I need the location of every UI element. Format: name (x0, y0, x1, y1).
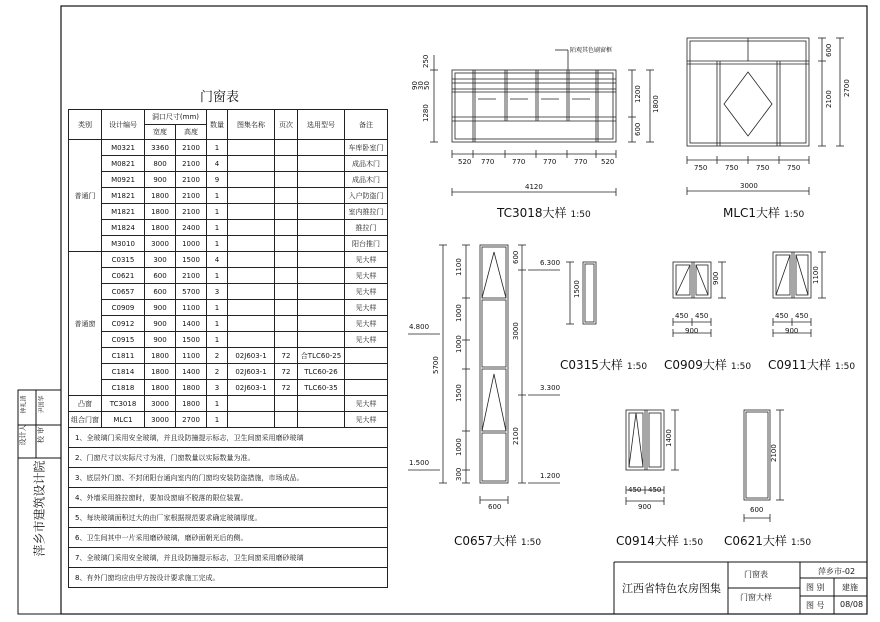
table-cell: 1100 (176, 300, 207, 316)
table-cell: 02J603-1 (228, 348, 275, 364)
table-cell: M1824 (102, 220, 145, 236)
col-height: 高度 (176, 125, 207, 140)
table-cell: M0921 (102, 172, 145, 188)
dimension-text: 900 (785, 327, 799, 335)
table-cell: 2100 (176, 268, 207, 284)
table-cell: 1800 (176, 396, 207, 412)
dimension-text: 50 (423, 81, 431, 90)
c0315-label-text: C0315大样 (560, 358, 623, 372)
table-cell: 3000 (145, 396, 176, 412)
col-model: 选用型号 (298, 110, 345, 140)
c0909-scale: 1:50 (730, 362, 752, 372)
table-cell (298, 172, 345, 188)
table-row (69, 348, 388, 364)
table-cell (228, 188, 275, 204)
c0657-elevation (408, 245, 560, 504)
tc3018-elevation (430, 50, 654, 196)
dimension-text: 2100 (512, 427, 520, 445)
note-row (69, 568, 388, 588)
table-cell (345, 380, 388, 396)
table-cell (298, 188, 345, 204)
table-cell (228, 172, 275, 188)
mlc1-scale: 1:50 (784, 210, 805, 220)
dimension-text: 770 (574, 158, 588, 166)
dimension-text: 450 (775, 312, 789, 320)
designer-name: 钟礼清 (20, 395, 28, 414)
dimension-text: 3000 (740, 182, 758, 190)
table-cell: 2400 (176, 220, 207, 236)
table-cell (298, 268, 345, 284)
table-cell (275, 300, 298, 316)
mlc1-label-text: MLC1大样 (723, 206, 781, 220)
table-cell: C0621 (102, 268, 145, 284)
table-cell: M1821 (102, 204, 145, 220)
table-cell (298, 412, 345, 428)
c0911-label (768, 356, 855, 373)
designer-label: 设计人 (19, 424, 27, 446)
table-cell: 见大样 (345, 316, 388, 332)
dimension-text: 300 (455, 467, 463, 481)
table-cell: 1 (207, 300, 228, 316)
dimension-text: 1400 (665, 429, 673, 447)
dimension-text: 2100 (770, 444, 778, 462)
table-cell (298, 140, 345, 156)
table-cell (228, 140, 275, 156)
table-cell (298, 220, 345, 236)
table-cell (228, 300, 275, 316)
dimension-text: 770 (512, 158, 526, 166)
col-remark: 备注 (345, 110, 388, 140)
note-text: 4、外墙采用推拉窗时，要加设窗扇不脱落的限位装置。 (69, 488, 388, 508)
table-cell: C1818 (102, 380, 145, 396)
table-cell: 2100 (176, 188, 207, 204)
dimension-text: 1000 (455, 438, 463, 456)
tc3018-scale: 1:50 (570, 210, 591, 220)
table-cell: C1814 (102, 364, 145, 380)
table-cell: C0315 (102, 252, 145, 268)
table-cell (298, 236, 345, 252)
table-cell: 2100 (176, 204, 207, 220)
table-cell (275, 140, 298, 156)
table-cell: 1 (207, 396, 228, 412)
table-row (69, 268, 388, 284)
table-cell: 成品木门 (345, 156, 388, 172)
table-cell (298, 332, 345, 348)
dimension-text: 600 (750, 506, 764, 514)
table-cell: 3 (207, 380, 228, 396)
table-cell: 入户防盗门 (345, 188, 388, 204)
table-cell (298, 396, 345, 412)
table-cell (275, 316, 298, 332)
dimension-text: 250 (422, 54, 430, 68)
table-cell: 3360 (145, 140, 176, 156)
table-cell (298, 300, 345, 316)
dimension-text: 750 (694, 164, 708, 172)
table-cell: 3000 (145, 236, 176, 252)
c0621-scale: 1:50 (790, 538, 812, 548)
table-cell: M1821 (102, 188, 145, 204)
table-cell: 见大样 (345, 284, 388, 300)
table-cell: C0909 (102, 300, 145, 316)
table-cell: 02J603-1 (228, 380, 275, 396)
table-cell (228, 204, 275, 220)
table-cell: C0657 (102, 284, 145, 300)
tc3018-label-text: TC3018大样 (497, 206, 567, 220)
table-cell: 成品木门 (345, 172, 388, 188)
note-row (69, 428, 388, 448)
dimension-text: 450 (648, 486, 662, 494)
table-cell: 见大样 (345, 396, 388, 412)
dimension-text: 1200 (634, 85, 642, 103)
table-cell: TLC60-35 (298, 380, 345, 396)
note-row (69, 548, 388, 568)
table-title: 门窗表 (200, 90, 240, 105)
table-cell: 3 (207, 284, 228, 300)
table-cell: 1800 (145, 348, 176, 364)
table-cell: 800 (145, 156, 176, 172)
table-cell: 1 (207, 140, 228, 156)
note-text: 2、门窗尺寸以实际尺寸为准，门窗数量以实际数量为准。 (69, 448, 388, 468)
table-cell (228, 396, 275, 412)
c0914-label-text: C0914大样 (616, 534, 679, 548)
table-cell (275, 252, 298, 268)
dimension-text: 900 (638, 503, 652, 511)
dimension-text: 600 (825, 43, 833, 57)
dimension-text: 900 (685, 327, 699, 335)
note-row (69, 508, 388, 528)
table-cell: 2 (207, 348, 228, 364)
dimension-text: 90 (411, 81, 419, 90)
table-cell: 1 (207, 236, 228, 252)
table-cell (275, 412, 298, 428)
c0315-label (560, 356, 647, 373)
dimension-text: 900 (712, 271, 720, 285)
table-cell (275, 172, 298, 188)
table-cell (298, 156, 345, 172)
note-row (69, 488, 388, 508)
dimension-text: 520 (458, 158, 472, 166)
dimension-text: 4.800 (409, 323, 430, 331)
col-opening-size: 洞口尺寸(mm) (145, 110, 207, 125)
table-cell (228, 412, 275, 428)
table-cell: C0912 (102, 316, 145, 332)
dimension-text: 4120 (525, 183, 543, 191)
table-cell: 见大样 (345, 252, 388, 268)
table-cell: C1811 (102, 348, 145, 364)
dimension-text: 450 (695, 312, 709, 320)
note-text: 3、底层外门窗、不封闭阳台通向室内的门窗均安装防盗措施，市场成品。 (69, 468, 388, 488)
table-cell: 1800 (145, 364, 176, 380)
sheet-no-label: 图 号 (806, 601, 825, 610)
table-cell: 72 (275, 364, 298, 380)
table-row (69, 396, 388, 412)
table-cell: 1800 (145, 204, 176, 220)
table-cell: TLC60-26 (298, 364, 345, 380)
col-page: 页次 (275, 110, 298, 140)
table-cell: 72 (275, 348, 298, 364)
dimension-text: 1.200 (540, 472, 561, 480)
table-row (69, 236, 388, 252)
table-cell (275, 204, 298, 220)
table-cell: 1 (207, 268, 228, 284)
dimension-text: 1.500 (409, 459, 430, 467)
col-qty: 数量 (207, 110, 228, 140)
table-cell (298, 316, 345, 332)
table-cell: M3010 (102, 236, 145, 252)
table-cell: 4 (207, 252, 228, 268)
table-cell (228, 268, 275, 284)
table-row (69, 204, 388, 220)
c0657-scale: 1:50 (520, 538, 542, 548)
table-cell (228, 332, 275, 348)
table-row (69, 364, 388, 380)
col-code: 设计编号 (102, 110, 145, 140)
table-cell: 1 (207, 188, 228, 204)
table-cell: M0821 (102, 156, 145, 172)
table-cell: 1800 (176, 380, 207, 396)
note-row (69, 448, 388, 468)
table-cell: 900 (145, 332, 176, 348)
c0911-scale: 1:50 (834, 362, 856, 372)
dimension-text: 1500 (573, 280, 581, 298)
note-row (69, 528, 388, 548)
c0914-scale: 1:50 (682, 538, 704, 548)
table-cell: 推拉门 (345, 220, 388, 236)
table-cell (275, 188, 298, 204)
table-cell (228, 284, 275, 300)
c0911-elevation (773, 252, 826, 337)
sheet-content-1: 门窗表 (744, 570, 768, 579)
dimension-text: 600 (488, 503, 502, 511)
note-text: 5、每块玻璃面积过大的由厂家根据规范要求确定玻璃厚度。 (69, 508, 388, 528)
c0621-label-text: C0621大样 (724, 534, 787, 548)
table-cell (275, 268, 298, 284)
table-cell (275, 156, 298, 172)
dimension-text: 3.300 (540, 384, 561, 392)
table-cell: MLC1 (102, 412, 145, 428)
c0909-label-text: C0909大样 (664, 358, 727, 372)
table-cell: 2 (207, 364, 228, 380)
table-row (69, 140, 388, 156)
sheet-content-2: 门窗大样 (740, 593, 772, 602)
table-cell (228, 252, 275, 268)
table-cell: 1 (207, 412, 228, 428)
table-cell: 2100 (176, 172, 207, 188)
table-cell: 300 (145, 252, 176, 268)
table-cell: 900 (145, 316, 176, 332)
dimension-text: 750 (756, 164, 770, 172)
reviewer-name: 尹国华 (38, 395, 46, 414)
table-cell: 1800 (145, 220, 176, 236)
col-width: 宽度 (145, 125, 176, 140)
table-cell: 900 (145, 300, 176, 316)
dimension-text: 770 (481, 158, 495, 166)
table-cell: 车库卧室门 (345, 140, 388, 156)
table-cell: 2100 (176, 156, 207, 172)
table-row (69, 188, 388, 204)
table-cell (228, 220, 275, 236)
table-cell: 1500 (176, 332, 207, 348)
table-cell: 1100 (176, 348, 207, 364)
table-cell: 2700 (176, 412, 207, 428)
c0621-label (724, 532, 811, 549)
mlc1-label (723, 204, 804, 221)
dimension-text: 2700 (843, 79, 851, 97)
dimension-text: 750 (787, 164, 801, 172)
dimension-text: 600 (512, 250, 520, 264)
collection-name: 江西省特色农房图集 (622, 582, 721, 595)
table-cell (298, 284, 345, 300)
dimension-text: 1100 (812, 266, 820, 284)
category-cell: 凸窗 (69, 396, 102, 412)
dimension-text: 30 (417, 81, 425, 90)
dimension-text: 5700 (432, 356, 440, 374)
table-cell (275, 284, 298, 300)
note-row (69, 468, 388, 488)
c0657-label-text: C0657大样 (454, 534, 517, 548)
table-row (69, 220, 388, 236)
table-cell: TC3018 (102, 396, 145, 412)
table-row (69, 332, 388, 348)
table-cell (275, 220, 298, 236)
door-window-schedule (68, 109, 388, 588)
table-cell: 见大样 (345, 332, 388, 348)
table-cell: 900 (145, 172, 176, 188)
table-cell: 阳台推门 (345, 236, 388, 252)
table-row (69, 412, 388, 428)
note-text: 8、有外门窗均应由甲方按设计要求施工完成。 (69, 568, 388, 588)
dimension-text: 750 (725, 164, 739, 172)
category-cell: 普通门 (69, 140, 102, 252)
table-row (69, 252, 388, 268)
table-cell (275, 396, 298, 412)
note-text: 7、全玻璃门采用安全玻璃，并且设防撞提示标志，卫生间窗采用磨砂玻璃 (69, 548, 388, 568)
table-cell: 600 (145, 268, 176, 284)
table-cell: 合TLC60-25 (298, 348, 345, 364)
col-atlas: 图集名称 (228, 110, 275, 140)
table-cell: 4 (207, 156, 228, 172)
dimension-text: 1280 (422, 104, 430, 122)
dimension-text: 1100 (455, 258, 463, 276)
table-cell: 1 (207, 220, 228, 236)
table-cell (228, 316, 275, 332)
c0315-elevation (566, 262, 596, 324)
table-cell: 1 (207, 332, 228, 348)
c0909-label (664, 356, 751, 373)
table-cell: M0321 (102, 140, 145, 156)
table-cell: 室内推拉门 (345, 204, 388, 220)
table-row (69, 380, 388, 396)
table-row (69, 284, 388, 300)
table-cell (275, 236, 298, 252)
table-row (69, 316, 388, 332)
sheet-no-value: 08/08 (840, 600, 864, 609)
table-cell: 1400 (176, 316, 207, 332)
dimension-text: 2100 (825, 90, 833, 108)
dimension-text: 450 (628, 486, 642, 494)
table-cell: 1800 (145, 188, 176, 204)
table-cell (345, 364, 388, 380)
table-cell (298, 252, 345, 268)
dimension-text: 770 (543, 158, 557, 166)
dimension-text: 1000 (455, 335, 463, 353)
table-row (69, 172, 388, 188)
table-row (69, 156, 388, 172)
table-cell (275, 332, 298, 348)
table-cell: 9 (207, 172, 228, 188)
table-cell: 1000 (176, 236, 207, 252)
note-text: 6、卫生间其中一片采用磨砂玻璃，磨砂面朝光后的侧。 (69, 528, 388, 548)
category-cell: 组合门窗 (69, 412, 102, 428)
table-cell: 1 (207, 204, 228, 220)
project-code: 萍乡市-02 (818, 567, 856, 576)
reviewer-label: 校 审 (37, 426, 45, 444)
table-row (69, 300, 388, 316)
table-cell: 见大样 (345, 412, 388, 428)
table-cell: 1500 (176, 252, 207, 268)
table-cell: 3000 (145, 412, 176, 428)
dimension-text: 450 (795, 312, 809, 320)
tc3018-label (497, 204, 591, 221)
table-cell (228, 236, 275, 252)
note-text: 1、全玻璃门采用安全玻璃，并且设防撞提示标志，卫生间窗采用磨砂玻璃 (69, 428, 388, 448)
dimension-text: 450 (675, 312, 689, 320)
table-cell: 见大样 (345, 300, 388, 316)
table-cell (298, 204, 345, 220)
table-cell: 见大样 (345, 268, 388, 284)
table-cell: 600 (145, 284, 176, 300)
dimension-text: 3000 (512, 322, 520, 340)
dimension-text: 1800 (652, 95, 660, 113)
dimension-text: 600 (634, 122, 642, 136)
c0657-label (454, 532, 541, 549)
dimension-text: 6.300 (540, 259, 561, 267)
c0914-label (616, 532, 703, 549)
table-cell: 1400 (176, 364, 207, 380)
table-cell: 1800 (145, 380, 176, 396)
category-label: 图 别 (806, 583, 825, 592)
c0911-label-text: C0911大样 (768, 358, 831, 372)
col-category: 类别 (69, 110, 102, 140)
table-cell: 1 (207, 316, 228, 332)
dimension-text: 1000 (455, 304, 463, 322)
table-cell: C0915 (102, 332, 145, 348)
table-cell: 2100 (176, 140, 207, 156)
category-value: 建施 (842, 583, 858, 592)
table-cell: 72 (275, 380, 298, 396)
dimension-text: 520 (601, 158, 615, 166)
table-cell: 5700 (176, 284, 207, 300)
category-cell: 普通窗 (69, 252, 102, 396)
tc3018-note: 陌观其色刷窗框 (570, 47, 613, 54)
table-cell (228, 156, 275, 172)
c0315-scale: 1:50 (626, 362, 648, 372)
table-cell: 02J603-1 (228, 364, 275, 380)
institute-name: 萍乡市建筑设计院 (32, 460, 47, 557)
dimension-text: 1500 (455, 384, 463, 402)
table-cell (345, 348, 388, 364)
